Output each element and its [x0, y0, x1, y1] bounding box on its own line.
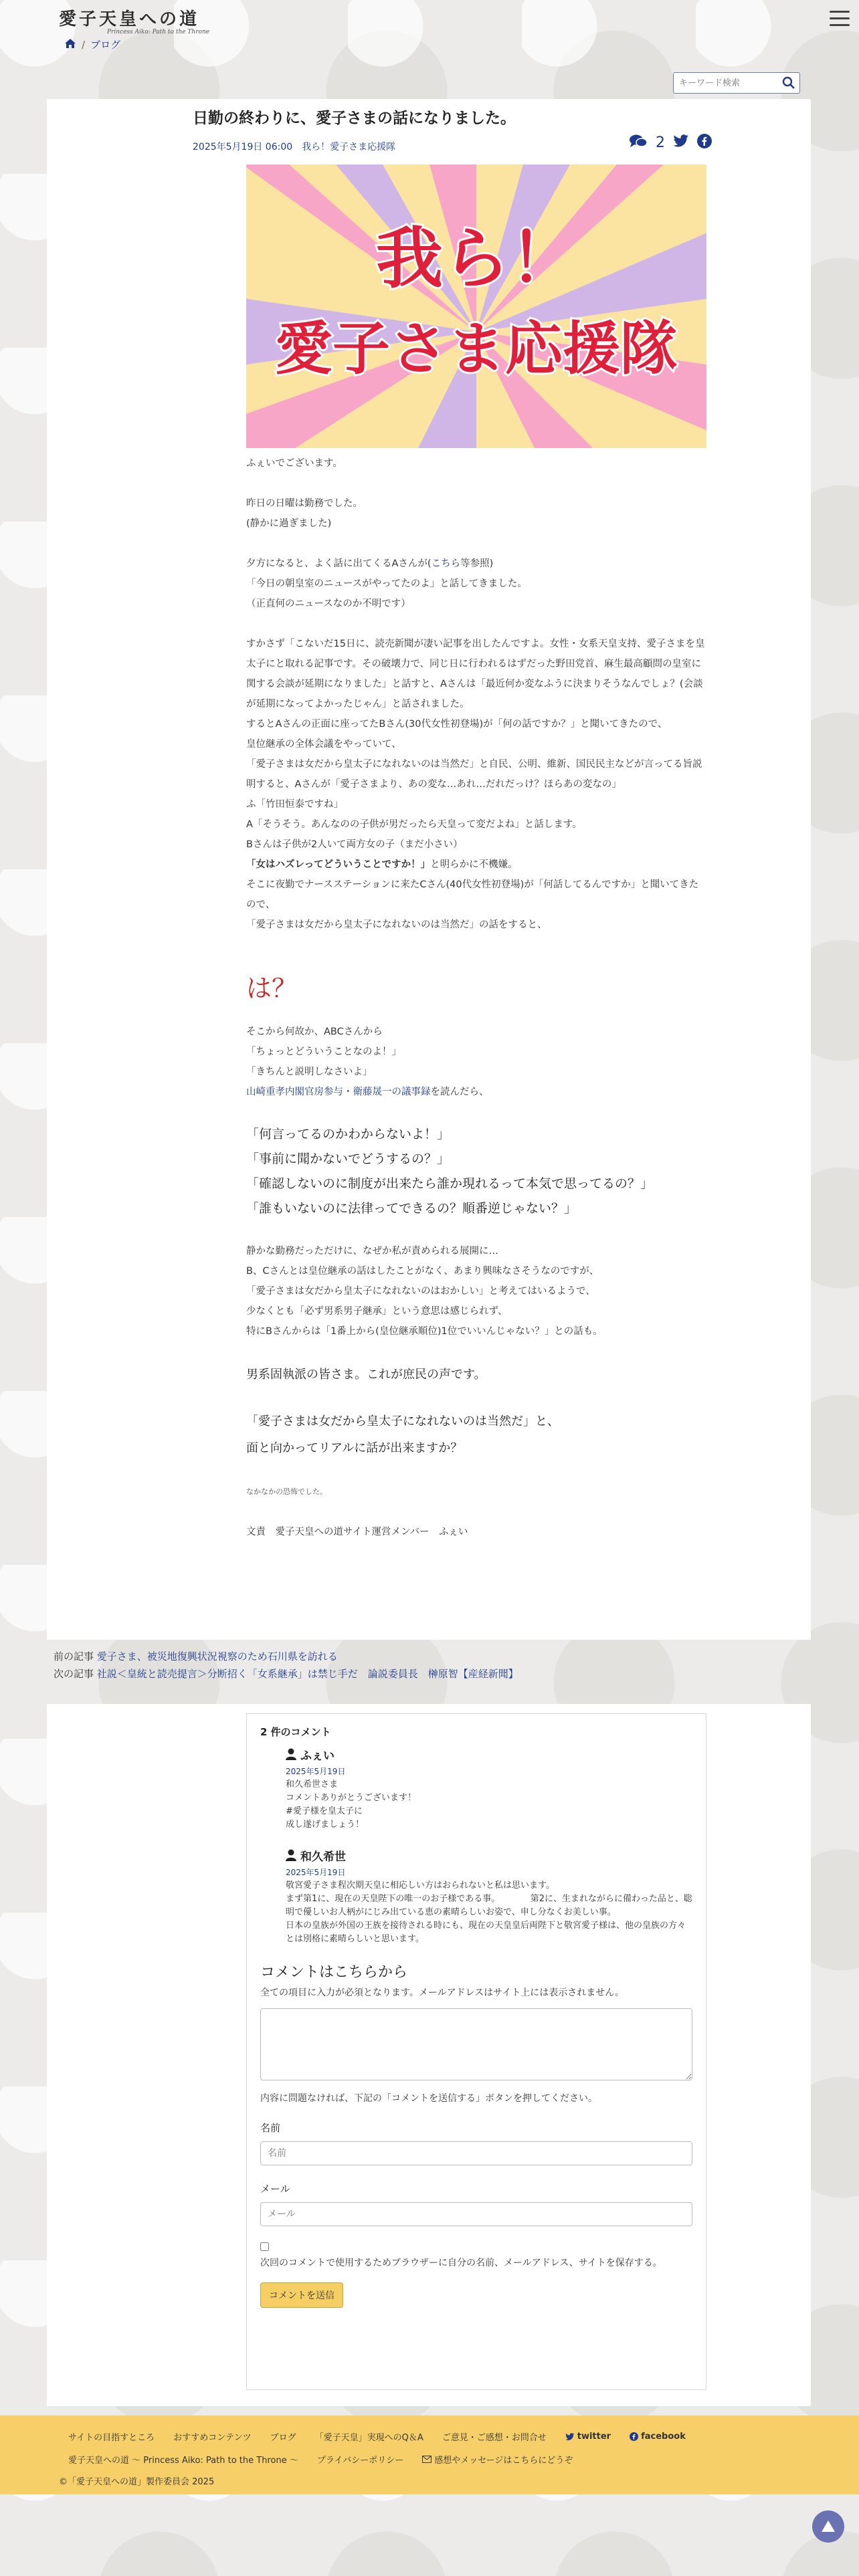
- text: を読んだら、: [430, 1087, 489, 1097]
- emphasis-block: [246, 1362, 706, 1462]
- quote-line: 「事前に聞かないでどうするの？」: [246, 1152, 450, 1166]
- comment-author: [286, 1849, 692, 1864]
- search-icon[interactable]: [782, 76, 795, 92]
- footer-twitter-link[interactable]: [565, 2430, 611, 2443]
- emphasis-line: 面と向かってリアルに話が出来ますか？: [246, 1441, 463, 1455]
- quote-block: [246, 1122, 706, 1221]
- banner-text-line1: 我ら！: [376, 219, 577, 298]
- paragraph: A「そうそう。あんなのの子供が男だったら天皇って変だよね」と話します。: [246, 819, 582, 830]
- text: 等参照): [460, 558, 494, 569]
- comments-heading: 2 件のコメント: [260, 1726, 331, 1738]
- comment-date: 2025年5月19日: [286, 1868, 346, 1877]
- quote-line: 「確認しないのに制度が出来たら誰か現れるって本気で思ってるの？」: [246, 1176, 654, 1191]
- quote-line: 「何言ってるのかわからないよ！」: [246, 1127, 450, 1142]
- comment-item: [286, 1748, 692, 1832]
- banner-text-line2: 愛子さま応援隊: [275, 315, 678, 383]
- site-logo[interactable]: [59, 5, 209, 35]
- footer-link-label: facebook: [641, 2432, 686, 2442]
- paragraph: そこから何故か、ABCさんから: [246, 1027, 383, 1037]
- comment-line: 和久希世さま: [286, 1780, 339, 1790]
- paragraph: Bさんは子供が2人いて両方女の子（まだ小さい）: [246, 839, 463, 850]
- breadcrumb-separator: /: [82, 38, 86, 51]
- article-date: 2025年5月19日 06:00: [193, 142, 293, 152]
- article-title: 日勤の終わりに、愛子さまの話になりました。: [193, 110, 516, 127]
- paragraph: 少なくとも「必ず男系男子継承」という意思は感じられず、: [246, 1306, 508, 1317]
- save-info-checkbox[interactable]: [260, 2242, 269, 2251]
- save-info-label: 次回のコメントで使用するためブラウザーに自分の名前、メールアドレス、サイトを保存する。: [260, 2258, 662, 2268]
- comment-line: 敬宮愛子さま程次期天皇に相応しい方はおられないと私は思います。: [286, 1881, 555, 1891]
- article-banner-image: [246, 165, 706, 448]
- scroll-to-top-button[interactable]: [812, 2510, 844, 2543]
- next-label: 次の記事: [54, 1668, 94, 1680]
- comment-form-note: 内容に問題なければ、下記の「コメントを送信する」ボタンを押してください。: [260, 2093, 597, 2104]
- footer-message-link[interactable]: [422, 2453, 573, 2466]
- emphasis-line: 男系固執派の皆さま。これが庶民の声です。: [246, 1368, 486, 1382]
- quote-line: 「誰もいないのに法律ってできるの？順番逆じゃない？」: [246, 1201, 577, 1216]
- breadcrumb-blog[interactable]: ブログ: [90, 39, 121, 51]
- paragraph: 「愛子さまは女だから皇太子になれないのは当然だ」と自民、公明、維新、国民民主などが言ってる旨説明すると、Aさんが「愛子さまより、あの変な…あれ…だれだっけ？ほらあの変なの」: [246, 759, 702, 790]
- logo-main: 愛子天皇への道: [59, 9, 200, 29]
- comment-line: #愛子様を皇太子に: [286, 1806, 363, 1816]
- home-icon[interactable]: [64, 38, 76, 51]
- paragraph: 「ちょっとどういうことなのよ！」: [246, 1047, 401, 1057]
- footer-link-label: twitter: [577, 2432, 611, 2442]
- name-label: 名前: [260, 2122, 281, 2134]
- inline-link[interactable]: こちら: [431, 558, 461, 569]
- breadcrumb: [64, 37, 120, 51]
- paragraph: 「今日の朝皇室のニュースがやってたのよ」と話してきました。: [246, 578, 527, 589]
- save-info: [260, 2241, 692, 2270]
- hamburger-menu-icon[interactable]: [830, 11, 850, 27]
- paragraph: そこに夜勤でナースステーションに来たCさん(40代女性初登場)が「何話してるんですか」と聞いてきたので、: [246, 879, 699, 910]
- footer-link[interactable]: おすすめコンテンツ: [173, 2433, 252, 2443]
- search-input[interactable]: [674, 73, 774, 93]
- article: [193, 99, 705, 1537]
- comment-line: コメントありがとうございます！: [286, 1793, 417, 1803]
- small-note: なかなかの恐怖でした。: [246, 1487, 327, 1496]
- next-post: [54, 1665, 518, 1683]
- article-meta: [193, 140, 701, 153]
- prev-label: 前の記事: [54, 1650, 94, 1662]
- text: と明らかに不機嫌。: [430, 859, 518, 870]
- site-header: [0, 0, 859, 40]
- comment-form-title: コメントはこちらから: [260, 1964, 408, 1981]
- comments-icon[interactable]: [629, 134, 648, 151]
- paragraph: 特にBさんからは「1番上から(皇位継承順位)1位でいいんじゃない？」との話も。: [246, 1326, 603, 1337]
- comment-line: 日本の皇族が外国の王族を接待される時にも、現在の天皇皇后両陛下と敬宮愛子様は、他の皇族の方々とは別格に素晴らしいと思います。: [286, 1921, 686, 1944]
- inline-link[interactable]: 山崎重孝内閣官房参与・衛藤晟一の議事録: [246, 1087, 431, 1097]
- facebook-icon: [630, 2432, 638, 2441]
- user-icon: [286, 1849, 296, 1864]
- comment-count: 2: [656, 134, 665, 151]
- main-content: [47, 99, 811, 1640]
- paragraph: ふぇいでございます。: [246, 458, 343, 469]
- adjacent-posts: [54, 1648, 518, 1683]
- author-name: 和久希世: [300, 1850, 346, 1864]
- search-box: [673, 72, 800, 94]
- next-post-link[interactable]: 社説＜皇統と読売提言＞分断招く「女系継承」は禁じ手だ 論説委員長 榊原智【産経新聞】: [96, 1668, 518, 1680]
- footer-link[interactable]: 「愛子天皇」実現へのQ＆A: [314, 2433, 423, 2443]
- comment-date: 2025年5月19日: [286, 1767, 346, 1776]
- footer-link[interactable]: サイトの目指すところ: [68, 2433, 155, 2443]
- name-field[interactable]: [260, 2141, 692, 2165]
- twitter-icon[interactable]: [673, 134, 689, 150]
- footer-nav-row2: [68, 2453, 573, 2466]
- paragraph: [246, 554, 706, 574]
- article-category[interactable]: 我ら！愛子さま応援隊: [302, 142, 396, 152]
- facebook-icon[interactable]: [697, 134, 712, 151]
- paragraph: 皇位継承の全体会議をやっていて、: [246, 739, 401, 750]
- comment-line: まず第1に、現在の天皇陛下の唯一のお子様である事。 第2に、生まれながらに備わった品と、聡明で優しいお人柄がにじみ出ている恵の素晴らしいお姿で、申し分なくお美しい事。: [286, 1894, 692, 1917]
- prev-post: [54, 1648, 518, 1665]
- twitter-icon: [565, 2433, 575, 2441]
- submit-comment-button[interactable]: コメントを送信: [260, 2282, 343, 2308]
- comments-box: [246, 1713, 706, 2390]
- paragraph: [246, 1082, 706, 1102]
- comment-item: [286, 1849, 692, 1946]
- author-name: ふぇい: [300, 1749, 335, 1763]
- paragraph: 「愛子さまは女だから皇太子になれないのはおかしい」と考えてはいるようで、: [246, 1286, 595, 1297]
- paragraph: [246, 855, 706, 875]
- bold-text: 「女はハズレってどういうことですか！」: [246, 859, 431, 870]
- emphasis-heading: は？: [246, 974, 298, 1003]
- envelope-icon: [422, 2456, 432, 2463]
- arrow-up-icon: [821, 2520, 836, 2533]
- article-body: [246, 453, 706, 1542]
- comment-author: [286, 1748, 692, 1763]
- footer-link[interactable]: プライバシーポリシー: [316, 2456, 404, 2466]
- paragraph: B、Cさんとは皇位継承の話はしたことがなく、あまり興味なさそうなのですが、: [246, 1266, 599, 1277]
- comment-line: 成し遂げましょう！: [286, 1820, 365, 1830]
- footer-link[interactable]: ご意見・ご感想・お問合せ: [442, 2433, 547, 2443]
- footer-link[interactable]: 愛子天皇への道 ～ Princess Aiko: Path to the Throne ～: [68, 2456, 298, 2466]
- copyright: ©「愛子天皇への道」製作委員会 2025: [59, 2477, 215, 2487]
- footer-link-label: 感想やメッセージはこちらにどうぞ: [434, 2456, 573, 2466]
- paragraph: 静かな勤務だっただけに、なぜか私が責められる展開に…: [246, 1246, 498, 1257]
- paragraph: (静かに過ぎました): [246, 518, 332, 529]
- comments-section: [47, 1704, 811, 2406]
- comment-form-desc: 全ての項目に入力が必須となります。メールアドレスはサイト上には表示されません。: [260, 1988, 625, 1998]
- text: 夕方になると、よく話に出てくるAさんが(: [246, 558, 432, 569]
- paragraph: （正直何のニュースなのか不明です）: [246, 599, 411, 609]
- email-label: メール: [260, 2183, 290, 2195]
- prev-post-link[interactable]: 愛子さま、被災地復興状況視察のため石川県を訪れる: [96, 1650, 338, 1662]
- footer-link[interactable]: ブログ: [270, 2433, 296, 2443]
- logo-sub: Princess Aiko: Path to the Throne: [107, 29, 210, 35]
- credit-line: 文責 愛子天皇への道サイト運営メンバー ふぇい: [246, 1527, 468, 1537]
- paragraph: するとAさんの正面に座ってたBさん(30代女性初登場)が「何の話ですか？」と聞いてきたので、: [246, 719, 668, 730]
- comment-textarea[interactable]: [260, 2008, 692, 2080]
- user-icon: [286, 1748, 296, 1763]
- footer-facebook-link[interactable]: [630, 2430, 686, 2443]
- paragraph: 「愛子さまは女だから皇太子になれないのは当然だ」の話をすると、: [246, 920, 547, 930]
- email-field[interactable]: [260, 2202, 692, 2226]
- paragraph: 「きちんと説明しなさいよ」: [246, 1067, 373, 1077]
- emphasis-line: 「愛子さまは女だから皇太子になれないのは当然だ」と、: [246, 1414, 559, 1428]
- paragraph: ふ「竹田恒泰ですね」: [246, 799, 343, 810]
- article-actions: [629, 134, 712, 151]
- paragraph: 昨日の日曜は勤務でした。: [246, 498, 363, 509]
- footer-nav-row1: [68, 2430, 686, 2443]
- paragraph: すかさず「こないだ15日に、読売新聞が凄い記事を出したんですよ。女性・女系天皇支持、愛子さまを皇太子にと取れる記事です。その破壊力で、同じ日に行われるはずだった野田党首、麻生最高顧問の皇室に関する会談が延期になりました」と話すと、Aさんは「最近何か変なふうに決まりそうなんでしょ？(会談が延期になってよかったじゃん」と話されました。: [246, 639, 705, 710]
